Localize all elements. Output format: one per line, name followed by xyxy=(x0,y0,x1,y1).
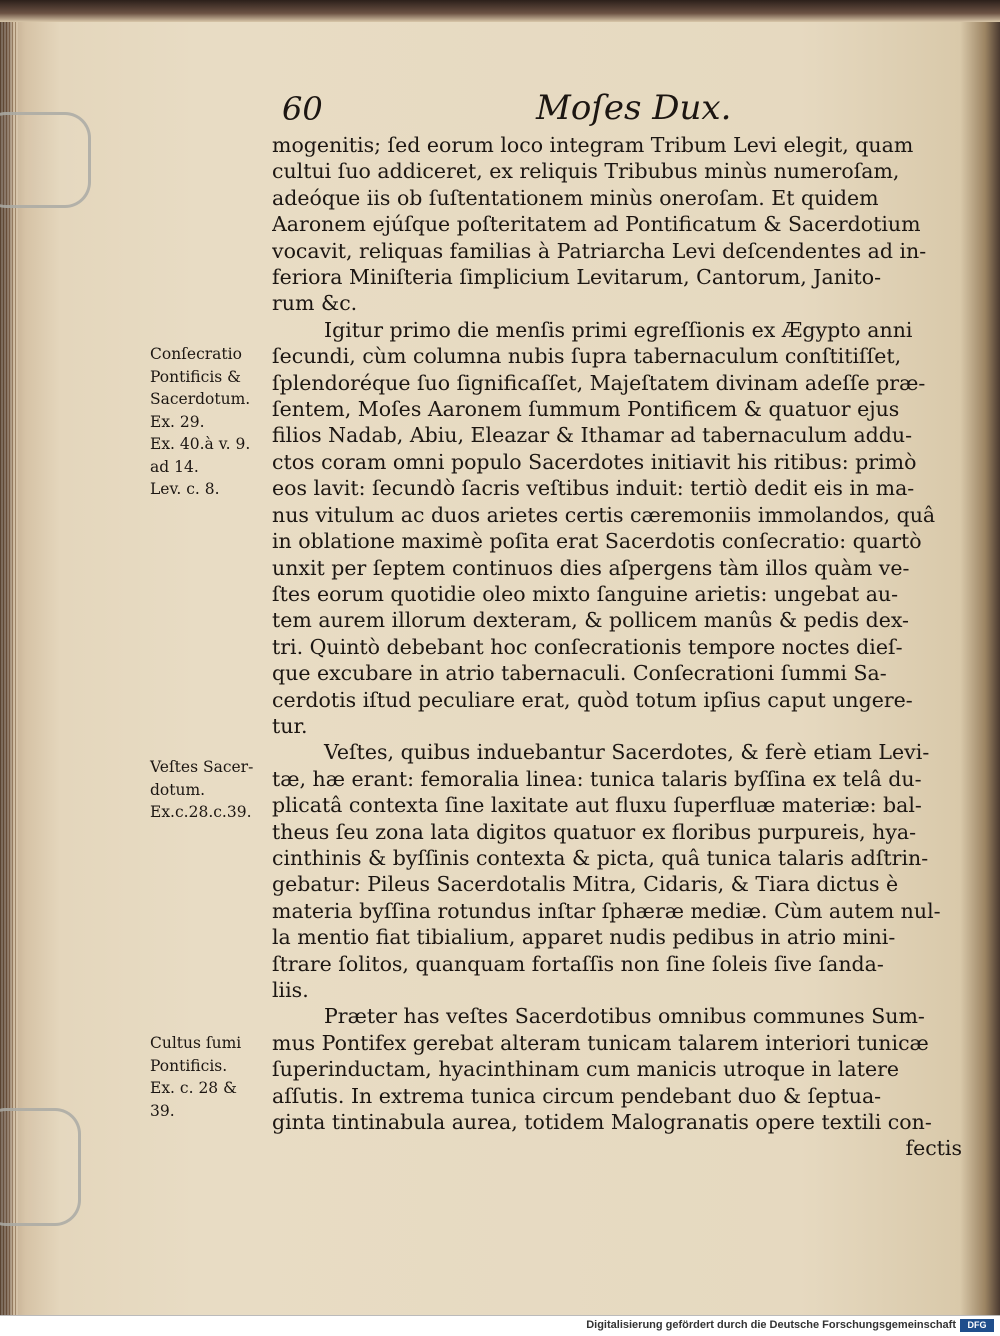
text-line: eos lavit: ſecundò ſacris veſtibus induit: tertiò dedit eis in ma- xyxy=(272,476,915,501)
dfg-logo-icon: DFG xyxy=(960,1319,994,1332)
text-line: mus Pontifex gerebat alteram tunicam talarem interiori tunicæ xyxy=(272,1030,929,1055)
text-line: Aaronem ejúſque poſteritatem ad Pontificatum & Sacerdotium xyxy=(272,212,921,237)
text-line: ſtes eorum quotidie oleo mixto ſanguine arietis: ungebat au- xyxy=(272,581,899,606)
text-line: materia byſſina rotundus inſtar ſphæræ mediæ. Cùm autem nul- xyxy=(272,898,941,923)
text-line: tem aurem illorum dexteram, & pollicem manûs & pedis dex- xyxy=(272,608,909,633)
text-line: ſplendoréque ſuo ſignificaſſet, Majeſtatem divinam adeſſe præ- xyxy=(272,370,926,395)
text-line: ſuperinductam, hyacinthinam cum manicis utroque in latere xyxy=(272,1057,900,1082)
margin-note-vestes xyxy=(150,756,268,824)
text-line: adeóque iis ob ſuſtentationem minùs oneroſam. Et quidem xyxy=(272,185,879,210)
text-line: tur. xyxy=(272,713,308,738)
text-line: ctos coram omni populo Sacerdotes initiavit his ritibus: primò xyxy=(272,449,917,474)
text-line: cinthinis & byſſinis contexta & picta, quâ tunica talaris adſtrin- xyxy=(272,845,929,870)
text-line: nus vitulum ac duos arietes certis cæremoniis immolandos, quâ xyxy=(272,502,936,527)
paperclip-top xyxy=(0,112,91,208)
margin-note-line: Ex.c.28.c.39. xyxy=(150,803,252,821)
text-line: tæ, hæ erant: femoralia linea: tunica talaris byſſina ex telâ du- xyxy=(272,766,922,791)
text-line: rum &c. xyxy=(272,291,358,316)
catchword: fectis xyxy=(905,1136,962,1161)
text-line: mogenitis; ſed eorum loco integram Tribum Levi elegit, quam xyxy=(272,133,914,157)
text-line: aſſutis. In extrema tunica circum pendebant duo & ſeptua- xyxy=(272,1083,882,1108)
margin-note-line: Pontificis. xyxy=(150,1056,228,1075)
margin-note-line: Ex. 29. xyxy=(150,412,205,431)
margin-note-consecratio xyxy=(150,343,268,501)
margin-note-line: Pontificis & xyxy=(150,367,241,386)
margin-note-line: Sacerdotum. xyxy=(150,390,251,408)
text-line: feriora Miniſteria ſimplicium Levitarum, Cantorum, Janito- xyxy=(272,265,882,290)
margin-note-line: Cultus ſumi xyxy=(150,1034,242,1052)
margin-note-line: 39. xyxy=(150,1101,175,1120)
text-line: plicatâ contexta ſine laxitate aut fluxu ſuperfluæ materiæ: bal- xyxy=(272,793,922,818)
text-line: ſecundi, cùm columna nubis ſupra tabernaculum conſtitiſſet, xyxy=(272,344,902,369)
book-top-edge xyxy=(0,0,1000,22)
text-line: ſentem, Moſes Aaronem ſummum Pontificem & quatuor ejus xyxy=(272,397,900,422)
text-line: cultui ſuo addiceret, ex reliquis Tribubus minùs numeroſam, xyxy=(272,159,900,184)
funding-credit: Digitalisierung gefördert durch die Deutsche Forschungsgemeinschaft xyxy=(586,1319,956,1331)
text-line: unxit per ſeptem continuos dies aſpergens tàm illos quàm ve- xyxy=(272,555,910,580)
margin-note-line: Veſtes Sacer- xyxy=(150,758,254,776)
margin-note-line: dotum. xyxy=(150,780,206,799)
text-line: Veſtes, quibus induebantur Sacerdotes, & ferè etiam Levi- xyxy=(324,740,930,765)
text-line: Igitur primo die menſis primi egreſſionis ex Ægypto anni xyxy=(324,317,913,342)
text-line: que excubare in atrio tabernaculi. Conſecrationi ſummi Sa- xyxy=(272,661,887,686)
text-line: vocavit, reliquas familias à Patriarcha Levi deſcendentes ad in- xyxy=(272,238,927,263)
page-number: 60 xyxy=(282,90,323,128)
text-line: liis. xyxy=(272,978,309,1002)
margin-note-cultus xyxy=(150,1032,268,1122)
paperclip-bottom xyxy=(0,1108,81,1226)
text-line: in oblatione maximè poſita erat Sacerdotis conſecratio: quartò xyxy=(272,529,922,554)
text-line: cerdotis iſtud peculiare erat, quòd totum ipſius caput ungere- xyxy=(272,687,913,712)
margin-note-line: Ex. 40.à v. 9. xyxy=(150,435,251,453)
main-text xyxy=(272,132,962,1162)
text-line: Præter has veſtes Sacerdotibus omnibus communes Sum- xyxy=(324,1004,925,1029)
margin-note-line: Conſecratio xyxy=(150,345,242,363)
text-line: la mentio fiat tibialium, apparet nudis pedibus in atrio mini- xyxy=(272,925,896,950)
text-line: ſtrare ſolitos, quanquam fortaſſis non ſine ſoleis ſive ſanda- xyxy=(272,951,884,976)
text-line: theus ſeu zona lata digitos quatuor ex floribus purpureis, hya- xyxy=(272,819,917,844)
running-title: Moſes Dux. xyxy=(536,88,732,128)
text-line: gebatur: Pileus Sacerdotalis Mitra, Cidaris, & Tiara dictus è xyxy=(272,872,899,897)
text-line: filios Nadab, Abiu, Eleazar & Ithamar ad tabernaculum addu- xyxy=(272,423,913,448)
text-line: ginta tintinabula aurea, totidem Malogranatis opere textili con- xyxy=(272,1110,932,1135)
margin-note-line: Ex. c. 28 & xyxy=(150,1079,237,1097)
margin-note-line: ad 14. xyxy=(150,457,199,476)
footer-bar xyxy=(0,1315,1000,1336)
text-line: tri. Quintò debebant hoc conſecrationis tempore noctes dieſ- xyxy=(272,634,903,659)
margin-note-line: Lev. c. 8. xyxy=(150,480,220,498)
